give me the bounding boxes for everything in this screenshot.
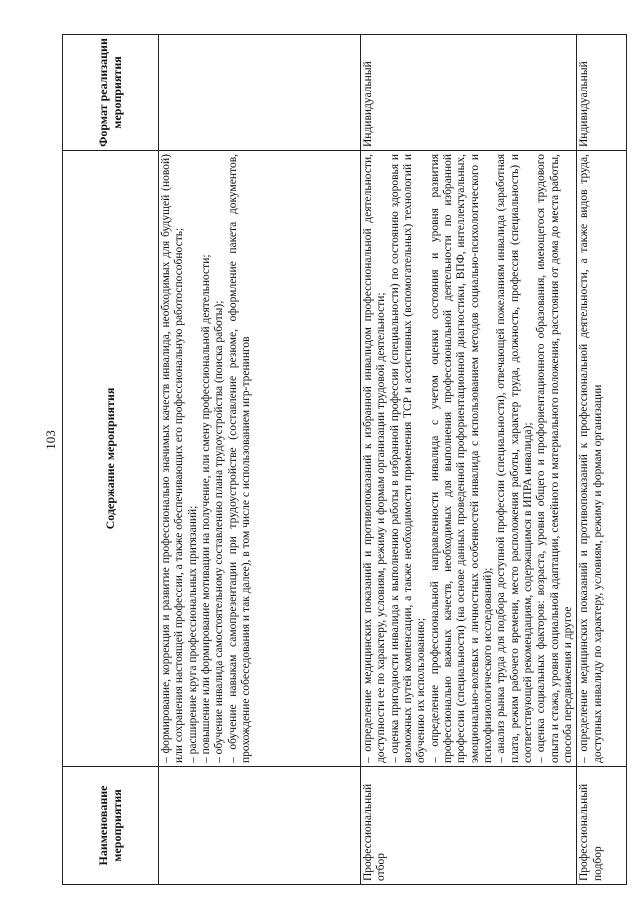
content-item: – обучение инвалида самостоятельному составлению плана трудоустройства (поиска работы); <box>213 300 226 763</box>
content-item: – оценка социальных факторов: возраста, уровня общего и профориентационного образования, имеющегося трудового опыта и стажа, уровня социальной адаптации, семейного и материального положения, расстояния от дома до места работы, способа передвижения и другое <box>535 154 574 763</box>
row-name <box>159 767 361 885</box>
content-item: – оценка пригодности инвалида к выполнению работы в избранной профессии (специальности) по состоянию здоровья и возможных путей компенсации, а также необходимости применения ТСР и ассистивных (вспомогательных) технологий и обучению их использованию; <box>388 154 428 763</box>
row-content <box>361 151 577 767</box>
content-item: – анализ рынка труда для подбора доступной профессии (специальности), отвечающей пожеланиям инвалида (заработная плата, режим рабочего времени, место расположения работы, характер труда, должность, профессия (специальность) и соответствующей рекомендациям, содержащимся в ИПРА инвалида); <box>495 154 534 763</box>
content-item: – определение профессиональной направленности инвалида с учетом оценки состояния и уровня развития профессионально важных качеств, необходимых для выполнения профессиональной деятельности по избранной профессии (специальности) (на основе данных проведенной профориентационной диагностики, ВПФ, интеллектуальных, эмоционально-волевых и личностных особенностей инвалида с использованием методов социально-психологического и психофизиологического исследований); <box>428 154 494 763</box>
row-format: Индивидуальный <box>361 35 577 151</box>
content-item: – повышение или формирование мотивации на получение, или смену профессиональной деятельности; <box>199 254 212 763</box>
content-item: – определение медицинских показаний и противопоказаний к избранной инвалидом профессиональной деятельности, доступности ее по характеру, условиям, режиму и формам организации трудовой деятельности; <box>362 154 388 763</box>
row-content <box>577 151 627 767</box>
content-item: – обучение навыкам самопрезентации при трудоустройстве (составление резюме, оформление пакета документов, прохождение собеседования и так далее), в том числе с использованием игр-тренингов <box>226 154 252 763</box>
row-content <box>159 151 361 767</box>
header-format: Формат реализации мероприятия <box>63 35 159 151</box>
table-row <box>361 35 577 885</box>
row-format: Индивидуальный <box>577 35 627 151</box>
table-row <box>159 35 361 885</box>
table-header-row <box>63 35 159 885</box>
row-format <box>159 35 361 151</box>
content-item: – определение медицинских показаний и противопоказаний к профессиональной деятельности, а также видов труда, доступных инвалиду по характеру, условиям, режиму и формам организации <box>578 154 604 763</box>
rotated-table-container <box>62 35 602 885</box>
row-name: Профессиональный подбор <box>577 767 627 885</box>
header-content: Содержание мероприятия <box>63 151 159 767</box>
table-row <box>577 35 627 885</box>
content-item: – формирование, коррекция и развитие профессионально значимых качеств инвалида, необходимых для будущей (новой) или сохранения настоящей профессии, а также обеспечивающих его профессиональную работоспособность; <box>160 154 186 763</box>
content-item: – расширение круга профессиональных притязаний; <box>186 505 199 763</box>
page-number: 103 <box>43 430 58 450</box>
measures-table <box>62 34 627 885</box>
row-name: Профессиональный отбор <box>361 767 577 885</box>
header-name: Наименование мероприятия <box>63 767 159 885</box>
